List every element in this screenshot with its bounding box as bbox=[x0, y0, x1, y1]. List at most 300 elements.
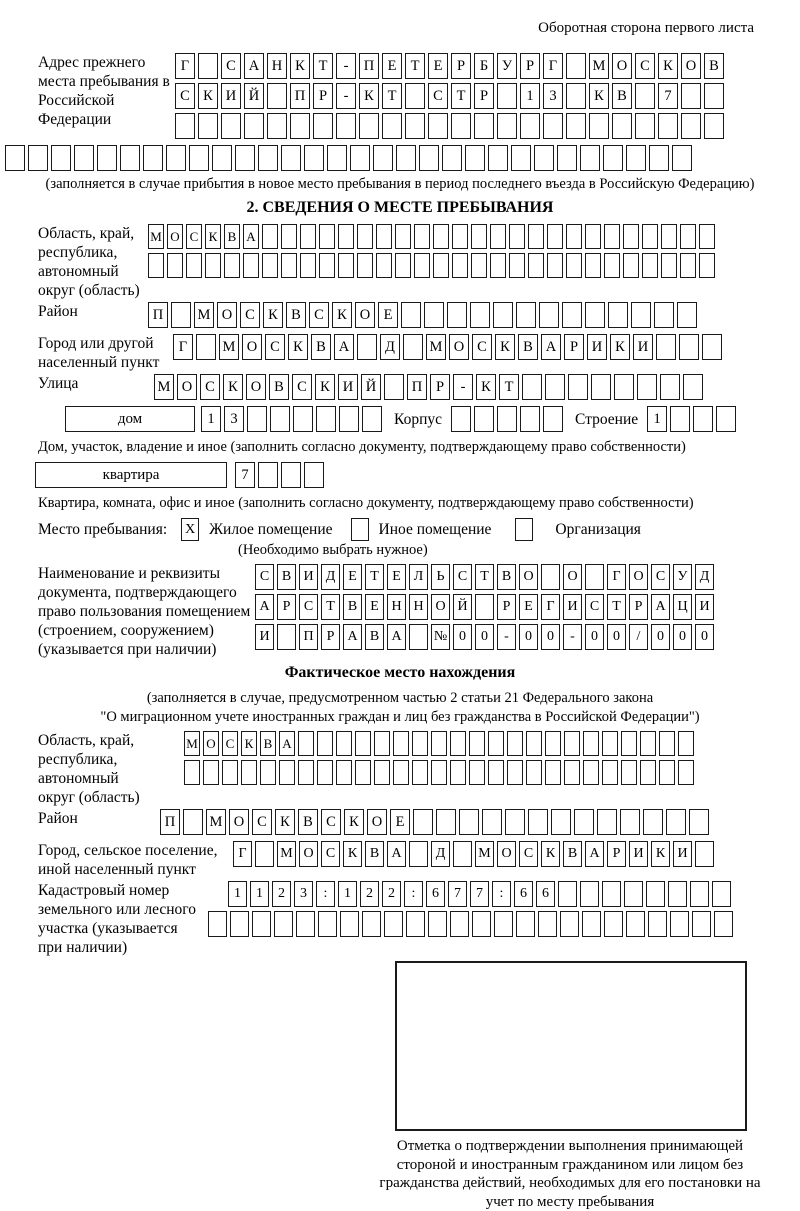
char-cell bbox=[428, 113, 448, 139]
char-cell: С bbox=[321, 809, 341, 835]
char-cell: О bbox=[563, 564, 582, 590]
char-cell: 2 bbox=[272, 881, 291, 907]
char-cell bbox=[659, 760, 675, 785]
char-cell bbox=[623, 253, 639, 278]
char-cell: В bbox=[365, 624, 384, 650]
char-cell bbox=[585, 253, 601, 278]
fact-caption bbox=[38, 689, 762, 727]
char-cell bbox=[451, 113, 471, 139]
char-cell bbox=[583, 731, 599, 756]
fact-raion-row bbox=[160, 809, 712, 835]
char-cell: П bbox=[407, 374, 427, 400]
char-cell bbox=[490, 253, 506, 278]
char-cell: 2 bbox=[360, 881, 379, 907]
char-cell bbox=[260, 760, 276, 785]
char-cell: О bbox=[229, 809, 249, 835]
char-cell: С bbox=[292, 374, 312, 400]
char-cell: Т bbox=[607, 594, 626, 620]
char-cell: 0 bbox=[519, 624, 538, 650]
char-cell bbox=[120, 145, 140, 171]
char-cell bbox=[338, 253, 354, 278]
char-cell bbox=[660, 374, 680, 400]
char-cell bbox=[406, 911, 425, 937]
char-cell bbox=[419, 145, 439, 171]
char-cell: С bbox=[299, 594, 318, 620]
char-cell bbox=[545, 760, 561, 785]
fact-oblast-row-1 bbox=[184, 731, 762, 756]
char-cell: В bbox=[365, 841, 384, 867]
char-cell bbox=[566, 224, 582, 249]
char-cell bbox=[602, 760, 618, 785]
korpus-label: Корпус bbox=[394, 411, 442, 428]
char-cell bbox=[317, 731, 333, 756]
char-cell: К bbox=[541, 841, 560, 867]
char-cell bbox=[543, 113, 563, 139]
char-cell: М bbox=[589, 53, 609, 79]
char-cell: О bbox=[367, 809, 387, 835]
char-cell bbox=[316, 406, 336, 432]
doc-block bbox=[38, 564, 762, 659]
char-cell: С bbox=[651, 564, 670, 590]
char-cell: К bbox=[495, 334, 515, 360]
section2-heading: 2. СВЕДЕНИЯ О МЕСТЕ ПРЕБЫВАНИЯ bbox=[246, 199, 554, 216]
char-cell: В bbox=[224, 224, 240, 249]
char-cell bbox=[338, 224, 354, 249]
char-cell bbox=[566, 113, 586, 139]
char-cell bbox=[620, 809, 640, 835]
prev-address-block bbox=[38, 53, 762, 143]
char-cell bbox=[488, 760, 504, 785]
char-cell bbox=[148, 253, 164, 278]
char-cell bbox=[589, 113, 609, 139]
char-cell bbox=[258, 462, 278, 488]
fact-oblast-label: Область, край, республика, автономный округ (область) bbox=[38, 732, 140, 806]
char-cell: Р bbox=[430, 374, 450, 400]
char-cell: И bbox=[673, 841, 692, 867]
char-cell: К bbox=[344, 809, 364, 835]
char-cell: Г bbox=[543, 53, 563, 79]
char-cell bbox=[175, 113, 195, 139]
char-cell: К bbox=[223, 374, 243, 400]
char-cell bbox=[643, 809, 663, 835]
char-cell: А bbox=[585, 841, 604, 867]
char-cell bbox=[474, 406, 494, 432]
char-cell bbox=[281, 224, 297, 249]
char-cell bbox=[414, 224, 430, 249]
fact-gorod-row bbox=[233, 841, 717, 867]
stroenie-cells bbox=[647, 406, 739, 432]
char-cell bbox=[304, 145, 324, 171]
char-cell bbox=[409, 841, 428, 867]
char-cell bbox=[319, 253, 335, 278]
char-cell bbox=[424, 302, 444, 328]
char-cell: К bbox=[610, 334, 630, 360]
char-cell bbox=[574, 809, 594, 835]
char-cell bbox=[475, 594, 494, 620]
char-cell bbox=[244, 113, 264, 139]
char-cell bbox=[699, 253, 715, 278]
char-cell: 3 bbox=[543, 83, 563, 109]
char-cell: 0 bbox=[673, 624, 692, 650]
char-cell: Д bbox=[695, 564, 714, 590]
char-cell: С bbox=[585, 594, 604, 620]
ulitsa-row bbox=[154, 374, 706, 400]
raion-row bbox=[148, 302, 700, 328]
char-cell bbox=[564, 760, 580, 785]
char-cell bbox=[509, 253, 525, 278]
char-cell: 6 bbox=[514, 881, 533, 907]
char-cell bbox=[604, 224, 620, 249]
char-cell bbox=[538, 911, 557, 937]
char-cell bbox=[545, 374, 565, 400]
char-cell bbox=[293, 406, 313, 432]
char-cell: С bbox=[265, 334, 285, 360]
char-cell bbox=[222, 760, 238, 785]
char-cell bbox=[635, 83, 655, 109]
char-cell: Н bbox=[409, 594, 428, 620]
char-cell bbox=[626, 911, 645, 937]
gorod-block bbox=[38, 334, 762, 372]
char-cell: 7 bbox=[470, 881, 489, 907]
char-cell bbox=[221, 113, 241, 139]
char-cell: Р bbox=[321, 624, 340, 650]
char-cell bbox=[604, 253, 620, 278]
prev-address-label: Адрес прежнего места пребывания в Российской Федерации bbox=[38, 54, 170, 128]
char-cell: Е bbox=[390, 809, 410, 835]
char-cell: Е bbox=[378, 302, 398, 328]
stroenie-label: Строение bbox=[575, 411, 639, 428]
char-cell bbox=[591, 374, 611, 400]
char-cell: К bbox=[263, 302, 283, 328]
kvartira-row bbox=[35, 462, 762, 492]
char-cell bbox=[716, 406, 736, 432]
char-cell bbox=[453, 841, 472, 867]
char-cell: К bbox=[343, 841, 362, 867]
char-cell: Й bbox=[244, 83, 264, 109]
char-cell bbox=[433, 224, 449, 249]
char-cell bbox=[355, 731, 371, 756]
header-note: Оборотная сторона первого листа bbox=[538, 20, 754, 36]
char-cell bbox=[28, 145, 48, 171]
char-cell bbox=[327, 145, 347, 171]
char-cell bbox=[626, 145, 646, 171]
char-cell bbox=[313, 113, 333, 139]
char-cell: В bbox=[277, 564, 296, 590]
option-inoe-label: Иное помещение bbox=[378, 520, 492, 538]
char-cell bbox=[224, 253, 240, 278]
char-cell bbox=[396, 145, 416, 171]
char-cell: 1 bbox=[520, 83, 540, 109]
gorod-label: Город или другой населенный пункт bbox=[38, 335, 160, 371]
char-cell bbox=[680, 253, 696, 278]
char-cell: Р bbox=[497, 594, 516, 620]
char-cell: - bbox=[563, 624, 582, 650]
char-cell: К bbox=[198, 83, 218, 109]
char-cell: М bbox=[184, 731, 200, 756]
char-cell bbox=[526, 731, 542, 756]
char-cell bbox=[355, 760, 371, 785]
kadastr-row-1 bbox=[228, 881, 762, 907]
stamp-box bbox=[395, 961, 747, 1131]
char-cell: И bbox=[299, 564, 318, 590]
char-cell: М bbox=[194, 302, 214, 328]
char-cell bbox=[551, 809, 571, 835]
char-cell bbox=[252, 911, 271, 937]
char-cell bbox=[547, 253, 563, 278]
char-cell bbox=[690, 881, 709, 907]
char-cell bbox=[497, 406, 517, 432]
char-cell bbox=[296, 911, 315, 937]
char-cell bbox=[186, 253, 202, 278]
char-cell: 0 bbox=[651, 624, 670, 650]
char-cell bbox=[516, 911, 535, 937]
raion-label: Район bbox=[38, 303, 78, 320]
char-cell: О bbox=[449, 334, 469, 360]
char-cell: Е bbox=[428, 53, 448, 79]
char-cell bbox=[635, 113, 655, 139]
char-cell: А bbox=[334, 334, 354, 360]
char-cell: Б bbox=[474, 53, 494, 79]
char-cell: С bbox=[519, 841, 538, 867]
char-cell bbox=[704, 113, 724, 139]
char-cell bbox=[678, 760, 694, 785]
char-cell: Г bbox=[173, 334, 193, 360]
char-cell: Й bbox=[453, 594, 472, 620]
char-cell bbox=[267, 83, 287, 109]
char-cell bbox=[281, 462, 301, 488]
char-cell: О bbox=[299, 841, 318, 867]
ulitsa-block bbox=[38, 374, 762, 404]
char-cell: : bbox=[404, 881, 423, 907]
char-cell: - bbox=[336, 83, 356, 109]
char-cell bbox=[374, 731, 390, 756]
char-cell bbox=[608, 302, 628, 328]
char-cell: 0 bbox=[541, 624, 560, 650]
char-cell bbox=[566, 83, 586, 109]
dom-cells bbox=[201, 406, 385, 432]
char-cell bbox=[640, 731, 656, 756]
char-cell: К bbox=[241, 731, 257, 756]
char-cell bbox=[493, 302, 513, 328]
doc-row-1 bbox=[255, 564, 762, 590]
char-cell bbox=[670, 406, 690, 432]
char-cell bbox=[712, 881, 731, 907]
char-cell bbox=[384, 374, 404, 400]
char-cell bbox=[516, 302, 536, 328]
char-cell bbox=[450, 731, 466, 756]
char-cell: С bbox=[453, 564, 472, 590]
char-cell bbox=[74, 145, 94, 171]
char-cell bbox=[412, 731, 428, 756]
char-cell: И bbox=[338, 374, 358, 400]
stamp-caption: Отметка о подтверждении выполнения принимающей стороной и иностранным гражданином или лицом без гражданства действий, необходимых для его постановки на учет по месту пребывания bbox=[379, 1138, 761, 1210]
char-cell: 3 bbox=[294, 881, 313, 907]
char-cell bbox=[97, 145, 117, 171]
char-cell bbox=[666, 809, 686, 835]
char-cell bbox=[621, 731, 637, 756]
char-cell: П bbox=[359, 53, 379, 79]
char-cell bbox=[585, 224, 601, 249]
char-cell: В bbox=[286, 302, 306, 328]
char-cell: Т bbox=[365, 564, 384, 590]
fact-oblast-block bbox=[38, 731, 762, 807]
mesto-label: Место пребывания: bbox=[38, 520, 168, 538]
char-cell bbox=[557, 145, 577, 171]
prev-address-row-2 bbox=[175, 83, 762, 109]
char-cell: О bbox=[242, 334, 262, 360]
char-cell: 1 bbox=[228, 881, 247, 907]
char-cell bbox=[648, 911, 667, 937]
char-cell bbox=[566, 53, 586, 79]
char-cell: А bbox=[255, 594, 274, 620]
char-cell bbox=[405, 83, 425, 109]
fact-heading: Фактическое место нахождения bbox=[284, 664, 516, 681]
char-cell: О bbox=[203, 731, 219, 756]
char-cell bbox=[281, 145, 301, 171]
char-cell: С bbox=[175, 83, 195, 109]
char-cell bbox=[317, 760, 333, 785]
char-cell: У bbox=[497, 53, 517, 79]
char-cell: Л bbox=[409, 564, 428, 590]
char-cell bbox=[640, 760, 656, 785]
char-cell bbox=[678, 731, 694, 756]
prev-address-row-3 bbox=[175, 113, 762, 139]
char-cell: Г bbox=[541, 594, 560, 620]
kvartira-cells bbox=[235, 462, 327, 488]
char-cell bbox=[373, 145, 393, 171]
char-cell: Г bbox=[175, 53, 195, 79]
char-cell bbox=[431, 731, 447, 756]
char-cell bbox=[340, 911, 359, 937]
kvartira-box-label: квартира bbox=[35, 462, 227, 488]
char-cell: О bbox=[177, 374, 197, 400]
char-cell: М bbox=[148, 224, 164, 249]
char-cell bbox=[582, 911, 601, 937]
char-cell: К bbox=[315, 374, 335, 400]
char-cell bbox=[362, 911, 381, 937]
char-cell: И bbox=[695, 594, 714, 620]
char-cell: Н bbox=[387, 594, 406, 620]
char-cell: И bbox=[629, 841, 648, 867]
char-cell bbox=[274, 911, 293, 937]
char-cell bbox=[270, 406, 290, 432]
char-cell bbox=[547, 224, 563, 249]
char-cell bbox=[230, 911, 249, 937]
char-cell bbox=[585, 302, 605, 328]
char-cell: Е bbox=[387, 564, 406, 590]
char-cell bbox=[433, 253, 449, 278]
char-cell: В bbox=[311, 334, 331, 360]
char-cell: А bbox=[387, 841, 406, 867]
char-cell bbox=[597, 809, 617, 835]
char-cell bbox=[604, 911, 623, 937]
char-cell: К bbox=[589, 83, 609, 109]
char-cell bbox=[298, 731, 314, 756]
char-cell bbox=[658, 113, 678, 139]
char-cell bbox=[612, 113, 632, 139]
char-cell bbox=[534, 145, 554, 171]
char-cell: И bbox=[563, 594, 582, 620]
prev-address-row-4 bbox=[5, 145, 762, 171]
doc-row-3 bbox=[255, 624, 762, 650]
char-cell: В bbox=[343, 594, 362, 620]
char-cell bbox=[459, 809, 479, 835]
char-cell: - bbox=[453, 374, 473, 400]
char-cell bbox=[395, 253, 411, 278]
char-cell bbox=[545, 731, 561, 756]
char-cell bbox=[357, 334, 377, 360]
char-cell bbox=[672, 145, 692, 171]
char-cell bbox=[494, 911, 513, 937]
char-cell: Т bbox=[405, 53, 425, 79]
char-cell: И bbox=[221, 83, 241, 109]
doc-label: Наименование и реквизиты документа, подтверждающего право пользования помещением (строением, сооружением) (указывается при наличии) bbox=[38, 565, 251, 658]
char-cell bbox=[693, 406, 713, 432]
char-cell bbox=[376, 224, 392, 249]
char-cell: К bbox=[205, 224, 221, 249]
char-cell bbox=[336, 731, 352, 756]
char-cell bbox=[497, 83, 517, 109]
char-cell: Г bbox=[233, 841, 252, 867]
char-cell bbox=[51, 145, 71, 171]
char-cell: 7 bbox=[658, 83, 678, 109]
char-cell: А bbox=[651, 594, 670, 620]
char-cell bbox=[442, 145, 462, 171]
kadastr-label: Кадастровый номер земельного или лесного участка (указывается при наличии) bbox=[38, 882, 196, 956]
char-cell bbox=[167, 253, 183, 278]
char-cell bbox=[661, 253, 677, 278]
char-cell bbox=[522, 374, 542, 400]
char-cell: О bbox=[681, 53, 701, 79]
char-cell: Т bbox=[313, 53, 333, 79]
char-cell bbox=[447, 302, 467, 328]
char-cell: 1 bbox=[201, 406, 221, 432]
char-cell: Е bbox=[343, 564, 362, 590]
char-cell: К bbox=[288, 334, 308, 360]
dom-box-label: дом bbox=[65, 406, 195, 432]
kadastr-row-2 bbox=[208, 911, 762, 937]
char-cell bbox=[171, 302, 191, 328]
char-cell: А bbox=[243, 224, 259, 249]
char-cell: Т bbox=[475, 564, 494, 590]
char-cell: - bbox=[497, 624, 516, 650]
char-cell bbox=[405, 113, 425, 139]
char-cell: П bbox=[148, 302, 168, 328]
char-cell: О bbox=[431, 594, 450, 620]
char-cell: Р bbox=[607, 841, 626, 867]
char-cell: В bbox=[518, 334, 538, 360]
char-cell bbox=[642, 224, 658, 249]
char-cell bbox=[412, 760, 428, 785]
char-cell bbox=[568, 374, 588, 400]
char-cell bbox=[677, 302, 697, 328]
char-cell bbox=[336, 113, 356, 139]
char-cell: Р bbox=[277, 594, 296, 620]
char-cell: Д bbox=[321, 564, 340, 590]
char-cell: С bbox=[635, 53, 655, 79]
char-cell: К bbox=[290, 53, 310, 79]
char-cell bbox=[488, 731, 504, 756]
char-cell bbox=[511, 145, 531, 171]
char-cell bbox=[183, 809, 203, 835]
char-cell bbox=[452, 253, 468, 278]
char-cell: С bbox=[255, 564, 274, 590]
char-cell: К bbox=[651, 841, 670, 867]
char-cell: О bbox=[217, 302, 237, 328]
char-cell: 0 bbox=[695, 624, 714, 650]
fact-raion-block bbox=[38, 809, 762, 839]
char-cell bbox=[602, 731, 618, 756]
